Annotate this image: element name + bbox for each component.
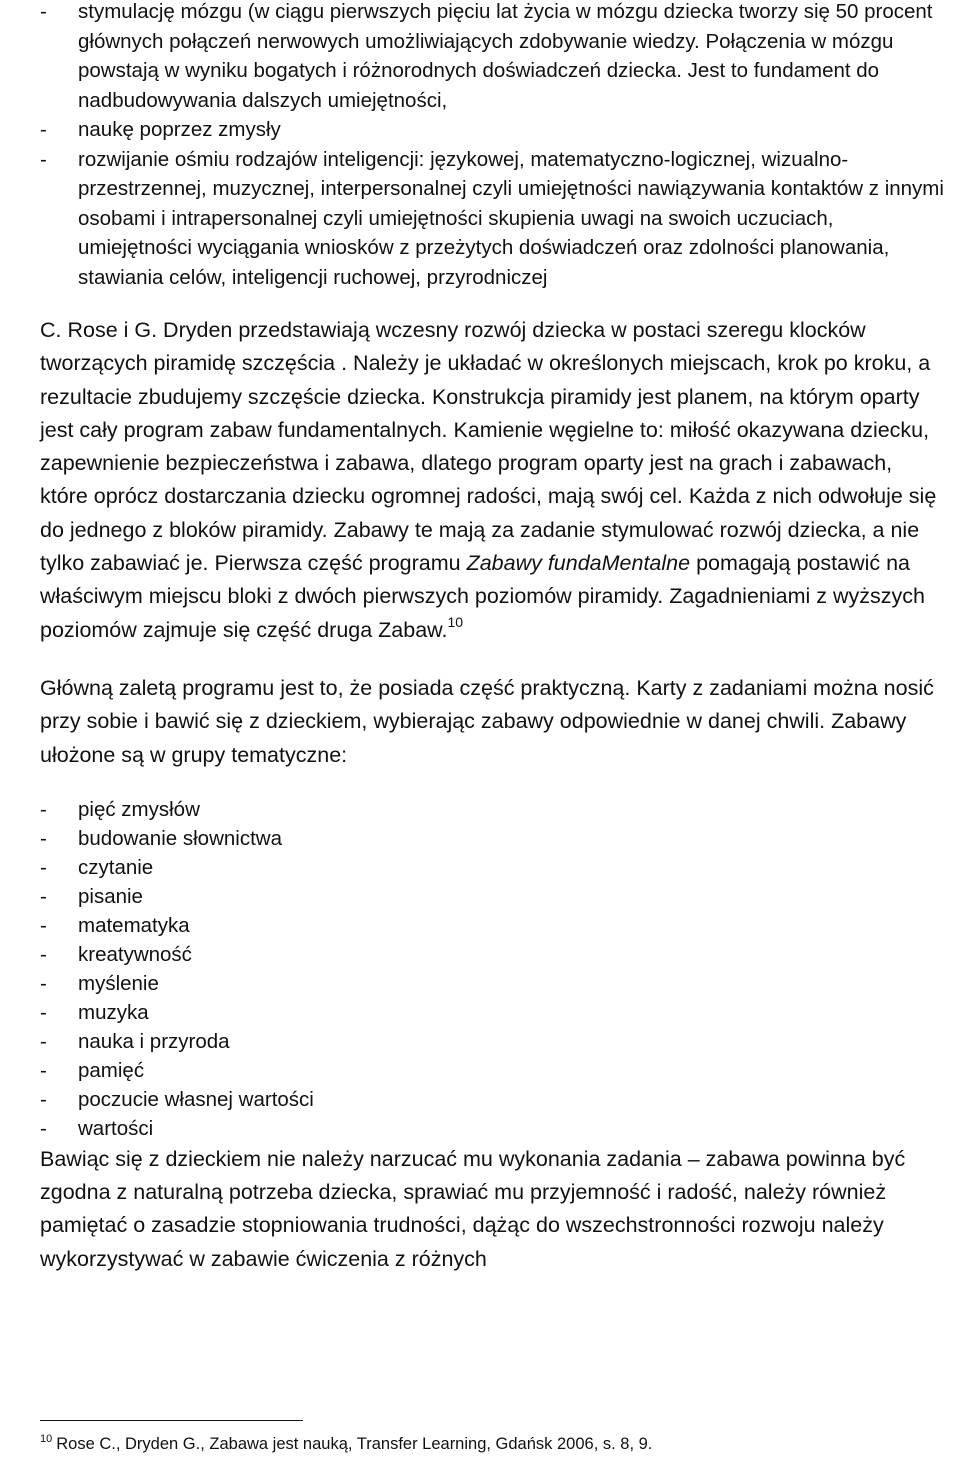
list-item-text: pisanie <box>78 884 143 908</box>
footnote-separator <box>40 1420 303 1421</box>
paragraph-text: C. Rose i G. Dryden przedstawiają wczesny rozwój dziecka w postaci szeregu klocków tworzących piramidę szczęścia . Należy je układać w określonych miejscach, krok po kroku, a rezultacie zbudujemy szczęście dziecka. Konstrukcja piramidy jest planem, na którym oparty jest cały program zabaw fundamentalnych. Kamienie węgielne to: miłość okazywana dziecku, zapewnienie bezpieczeństwa i zabawa, dlatego program oparty jest na grach i zabawach, które oprócz dostarczania dziecku ogromnej radości, mają swój cel. Każda z nich odwołuje się do jednego z bloków piramidy. Zabawy te mają za zadanie stymulować rozwój dziecka, a nie tylko zabawiać je. Pierwsza część programu <box>40 318 937 576</box>
paragraph-pyramid <box>40 314 945 647</box>
list-dash: - <box>40 1087 47 1111</box>
list-dash: - <box>40 1058 47 1082</box>
list-dash: - <box>40 147 47 171</box>
list-item <box>40 1114 945 1143</box>
footnote-text: Rose C., Dryden G., Zabawa jest nauką, Transfer Learning, Gdańsk 2006, s. 8, 9. <box>56 1435 653 1453</box>
list-dash: - <box>40 942 47 966</box>
list-dash: - <box>40 118 47 141</box>
list-item <box>40 998 945 1027</box>
program-title-italic: Zabawy fundaMentalne <box>466 551 691 576</box>
list-dash: - <box>40 884 47 908</box>
list-dash: - <box>40 971 47 995</box>
list-item <box>40 795 945 824</box>
paragraph-text: pomagają postawić na właściwym miejscu bloki z dwóch pierwszych poziomów piramidy. Zagadnieniami z wyższych poziomów zajmuje się część druga Zabaw. <box>40 551 925 642</box>
list-item <box>40 1056 945 1085</box>
list-item-text: pięć zmysłów <box>78 797 200 821</box>
list-dash: - <box>40 0 47 23</box>
footnote <box>40 1434 652 1454</box>
list-item <box>40 911 945 940</box>
list-item-text: nauka i przyroda <box>78 1029 230 1053</box>
list-item-text: wartości <box>78 1116 154 1140</box>
document-page <box>40 0 945 1453</box>
list-item-text: poczucie własnej wartości <box>78 1087 314 1111</box>
list-dash: - <box>40 826 47 850</box>
list-dash: - <box>40 1029 47 1053</box>
list-item-text: matematyka <box>78 913 190 937</box>
list-item-text: budowanie słownictwa <box>78 826 282 850</box>
list-item <box>40 145 945 293</box>
intro-dash-list <box>40 0 945 292</box>
list-item <box>40 115 945 145</box>
list-item <box>40 940 945 969</box>
list-dash: - <box>40 855 47 879</box>
list-item <box>40 824 945 853</box>
footnote-number: 10 <box>40 1433 53 1445</box>
list-item-text: naukę poprzez zmysły <box>78 118 281 141</box>
list-item-text: stymulację mózgu (w ciągu pierwszych pięciu lat życia w mózgu dziecka tworzy się 50 procent głównych połączeń nerwowych umożliwiających zdobywanie wiedzy. Połączenia w mózgu powstają w wyniku bogatych i różnorodnych doświadczeń dziecka. Jest to fundament do nadbudowywania dalszych umiejętności, <box>78 0 933 112</box>
paragraph-play-guidance: Bawiąc się z dzieckiem nie należy narzucać mu wykonania zadania – zabawa powinna być zgodna z naturalną potrzeba dziecka, sprawiać mu przyjemność i radość, należy również pamiętać o zasadzie stopniowania trudności, dążąc do wszechstronności rozwoju należy wykorzystywać w zabawie ćwiczenia z różnych <box>40 1146 906 1271</box>
list-item <box>40 1085 945 1114</box>
list-item <box>40 853 945 882</box>
list-item <box>40 0 945 115</box>
list-item <box>40 969 945 998</box>
topics-dash-list <box>40 795 945 1143</box>
list-item-text: czytanie <box>78 855 154 879</box>
list-item-text: rozwijanie ośmiu rodzajów inteligencji: językowej, matematyczno-logicznej, wizualno-przestrzennej, muzycznej, interpersonalnej czyli umiejętności nawiązywania kontaktów z innymi osobami i intrapersonalnej czyli umiejętności skupienia uwagi na swoich uczuciach, umiejętności wyciągania wniosków z przeżytych doświadczeń oraz zdolności planowania, stawiania celów, inteligencji ruchowej, przyrodniczej <box>78 147 944 289</box>
list-item <box>40 1027 945 1056</box>
list-item-text: kreatywność <box>78 942 192 966</box>
list-dash: - <box>40 1116 47 1140</box>
paragraph-advantage: Główną zaletą programu jest to, że posiada część praktyczną. Karty z zadaniami można nosić przy sobie i bawić się z dzieckiem, wybierając zabawy odpowiednie w danej chwili. Zabawy ułożone są w grupy tematyczne: <box>40 675 934 767</box>
list-item-text: myślenie <box>78 971 159 995</box>
footnote-reference: 10 <box>447 613 464 630</box>
list-item-text: muzyka <box>78 1000 149 1024</box>
list-item <box>40 882 945 911</box>
list-item-text: pamięć <box>78 1058 145 1082</box>
list-dash: - <box>40 1000 47 1024</box>
list-dash: - <box>40 797 47 821</box>
list-dash: - <box>40 913 47 937</box>
